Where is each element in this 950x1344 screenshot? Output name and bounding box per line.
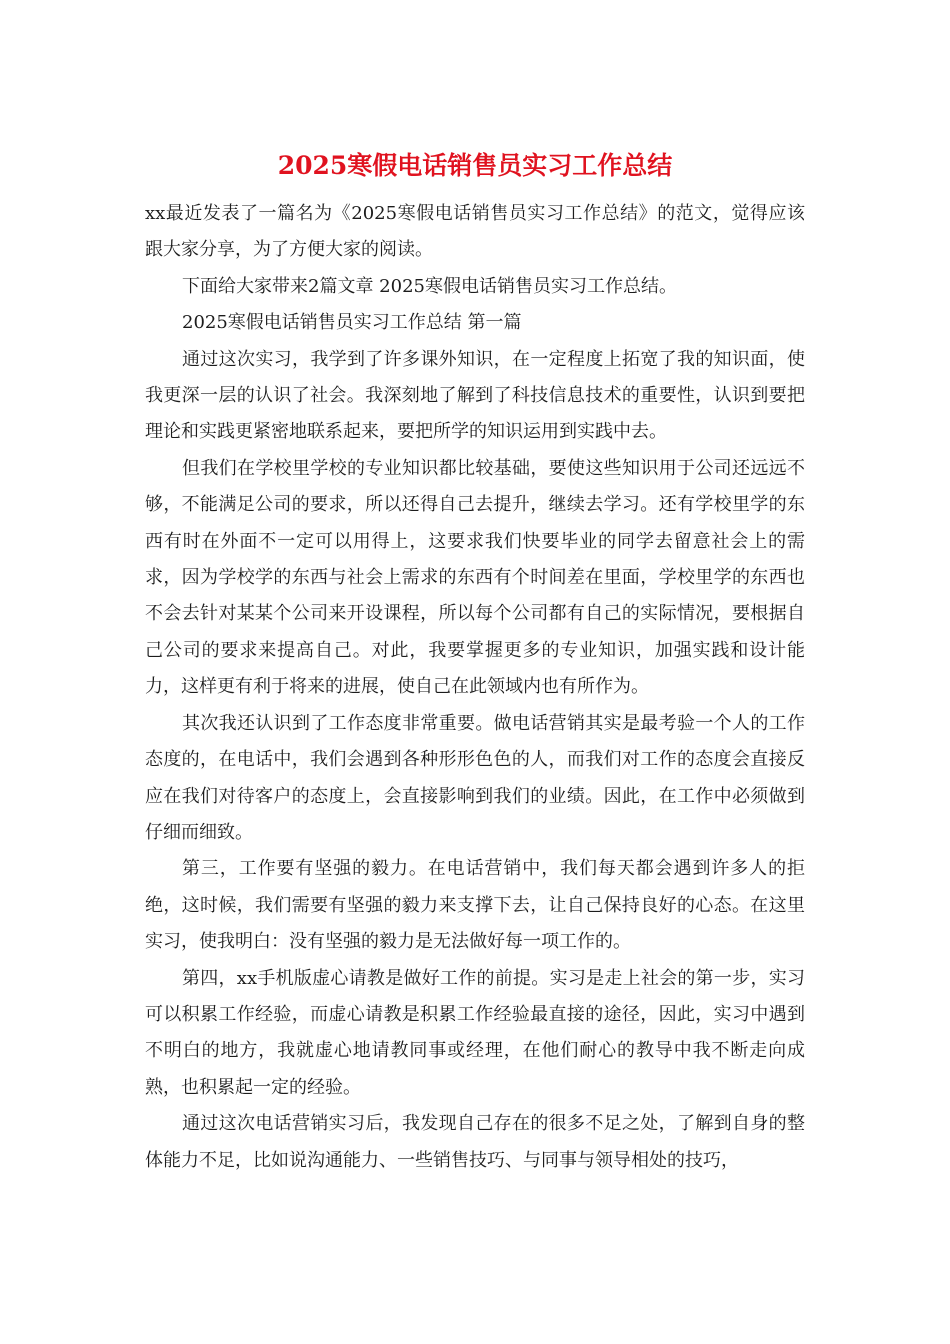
paragraph: 下面给大家带来2篇文章 2025寒假电话销售员实习工作总结。	[182, 275, 677, 297]
paragraph: 通过这次实习，我学到了许多课外知识，在一定程度上拓宽了我的知识面，使我更深一层的认识了社会。我深刻地了解到了科技信息技术的重要性，认识到要把理论和实践更紧密地联系起来，要把所学的知识运用到实践中去。	[145, 348, 805, 443]
paragraph: 但我们在学校里学校的专业知识都比较基础，要使这些知识用于公司还远远不够，不能满足公司的要求，所以还得自己去提升，继续去学习。还有学校里学的东西有时在外面不一定可以用得上，这要求我们快要毕业的同学去留意社会上的需求，因为学校学的东西与社会上需求的东西有个时间差在里面，学校里学的东西也不会去针对某某个公司来开设课程，所以每个公司都有自己的实际情况，要根据自己公司的要求来提高自己。对此，我要掌握更多的专业知识，加强实践和设计能力，这样更有利于将来的进展，使自己在此领域内也有所作为。	[145, 457, 805, 698]
paragraph-intro: xx最近发表了一篇名为《2025寒假电话销售员实习工作总结》的范文，觉得应该跟大家分享，为了方便大家的阅读。	[145, 203, 805, 261]
document-title: 2025寒假电话销售员实习工作总结	[277, 151, 673, 180]
paragraph: 第四，xx手机版虚心请教是做好工作的前提。实习是走上社会的第一步，实习可以积累工作经验，而虚心请教是积累工作经验最直接的途径，因此，实习中遇到不明白的地方，我就虚心地请教同事或经理，在他们耐心的教导中我不断走向成熟，也积累起一定的经验。	[145, 967, 805, 1098]
paragraph: 其次我还认识到了工作态度非常重要。做电话营销其实是最考验一个人的工作态度的，在电话中，我们会遇到各种形形色色的人，而我们对工作的态度会直接反应在我们对待客户的态度上，会直接影响到我们的业绩。因此，在工作中必须做到仔细而细致。	[145, 712, 805, 843]
paragraph: 第三，工作要有坚强的毅力。在电话营销中，我们每天都会遇到许多人的拒绝，这时候，我们需要有坚强的毅力来支撑下去，让自己保持良好的心态。在这里实习，使我明白：没有坚强的毅力是无法做好每一项工作的。	[145, 858, 805, 953]
section-heading: 2025寒假电话销售员实习工作总结 第一篇	[182, 312, 522, 334]
document-body	[145, 196, 805, 1179]
paragraph: 通过这次电话营销实习后，我发现自己存在的很多不足之处，了解到自身的整体能力不足，比如说沟通能力、一些销售技巧、与同事与领导相处的技巧，	[145, 1113, 805, 1171]
